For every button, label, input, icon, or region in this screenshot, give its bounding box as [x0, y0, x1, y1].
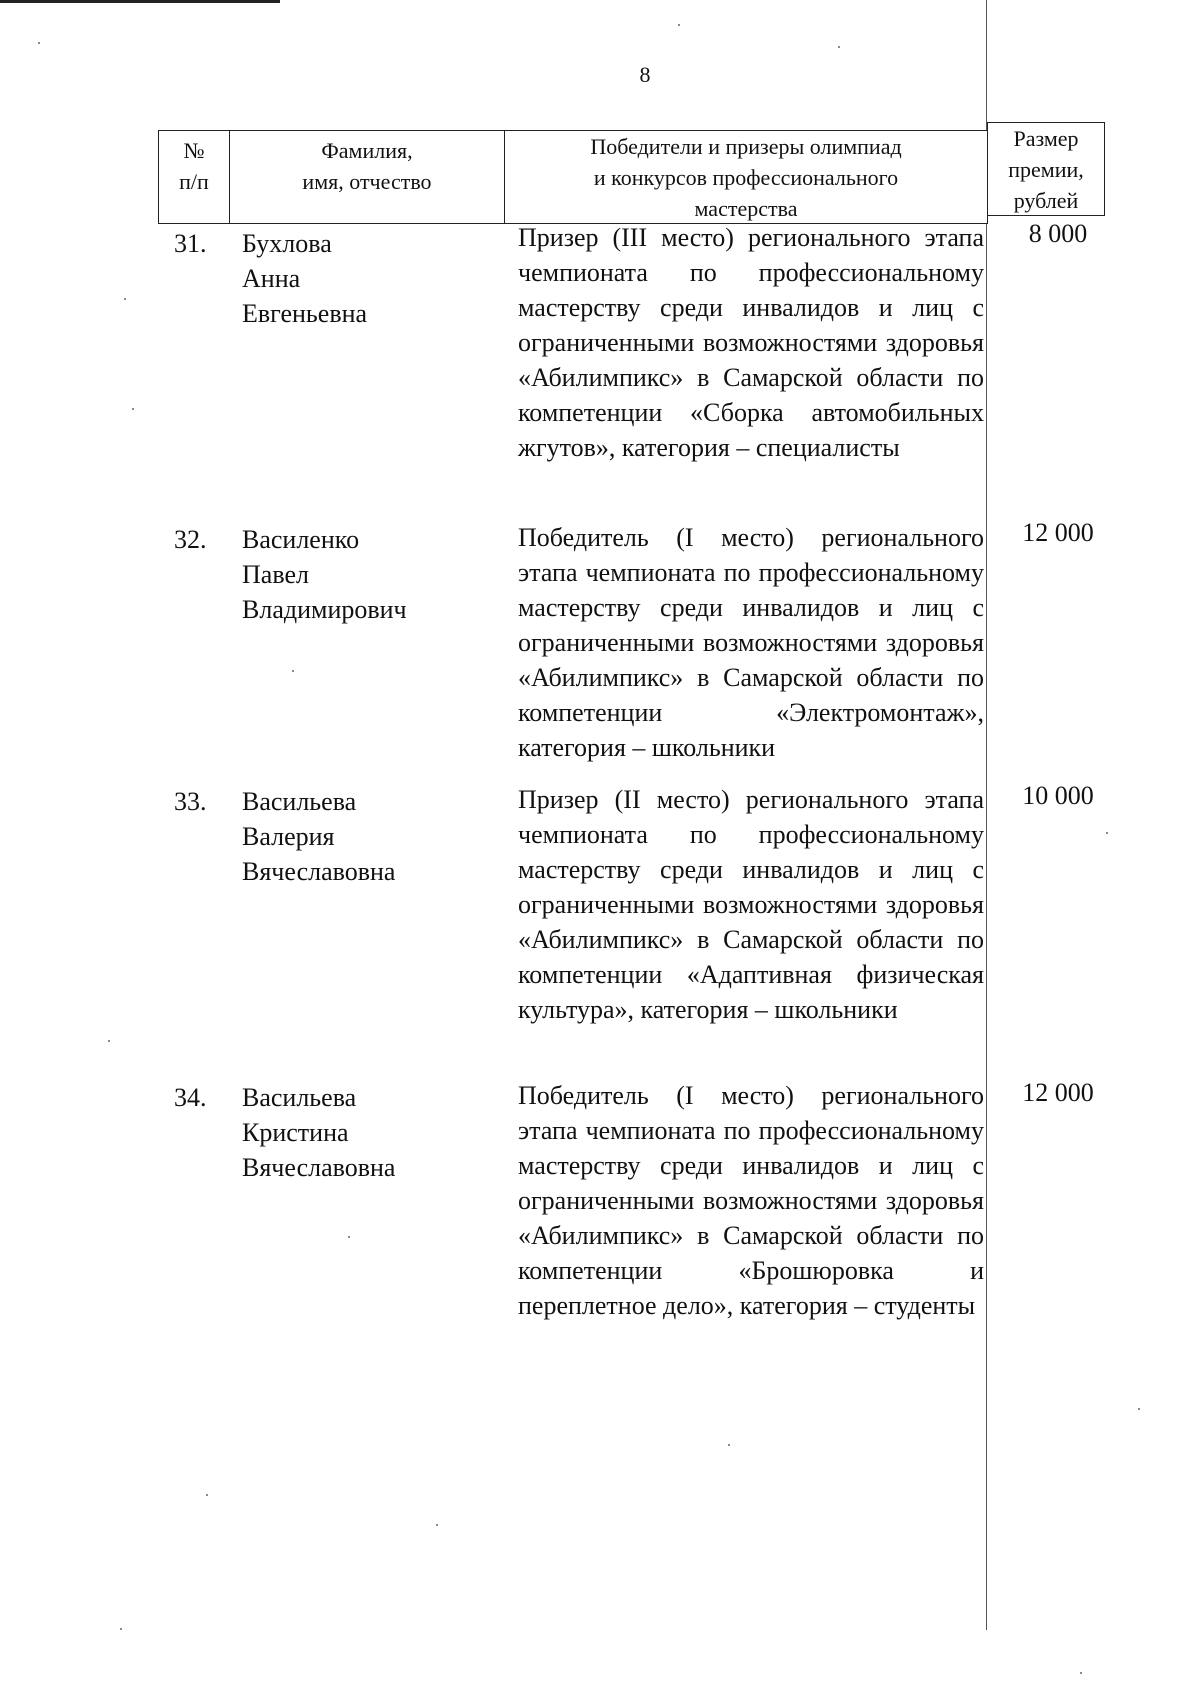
- scan-speck: [838, 46, 840, 48]
- scan-speck: [108, 1040, 110, 1042]
- scan-speck: [1106, 832, 1108, 834]
- row-31-name: [242, 226, 502, 331]
- scan-speck: [728, 1444, 730, 1446]
- row-34-number: 34.: [174, 1083, 207, 1112]
- scan-speck: [206, 1494, 208, 1496]
- header-winners-line-3: мастерства: [694, 196, 798, 221]
- header-amount-line-1: Размер: [1013, 126, 1079, 151]
- page-number: 8: [639, 62, 651, 87]
- row-32-surname: Василенко: [242, 525, 360, 554]
- header-amount-cell: [987, 122, 1105, 216]
- scan-speck: [120, 1628, 122, 1630]
- row-31-patronymic: Евгеньевна: [242, 299, 368, 328]
- scan-speck: [124, 298, 126, 300]
- row-33-description: Призер (II место) регионального этапа чемпионата по профессиональному мастерству среди инвалидов и лиц с ограниченными возможностями здоровья «Абилимпикс» в Самарской области по компетенции «Адаптивная физическая культура», категория – школьники: [518, 785, 984, 1024]
- row-34-first-name: Кристина: [242, 1118, 349, 1147]
- header-num-line-1: №: [183, 138, 205, 163]
- row-33-name: [242, 784, 502, 889]
- header-name-line-2: имя, отчество: [302, 169, 432, 194]
- row-33-number: 33.: [174, 787, 207, 816]
- header-winners-line-1: Победители и призеры олимпиад: [590, 134, 902, 159]
- header-amount-line-2: премии,: [1008, 157, 1084, 182]
- row-33-amount: 10 000: [1022, 781, 1094, 810]
- scan-speck: [678, 24, 680, 26]
- row-31-first-name: Анна: [242, 264, 301, 293]
- row-34-description: Победитель (I место) регионального этапа чемпионата по профессиональному мастерству среди инвалидов и лиц с ограниченными возможностями здоровья «Абилимпикс» в Самарской области по компетенции «Брошюровка и переплетное дело», категория – студенты: [518, 1081, 984, 1320]
- scan-speck: [348, 1236, 350, 1238]
- scan-speck: [436, 1524, 438, 1526]
- row-34-patronymic: Вячеславовна: [242, 1153, 396, 1182]
- row-31-number: 31.: [174, 229, 207, 258]
- header-num-line-2: п/п: [179, 169, 209, 194]
- row-31-surname: Бухлова: [242, 229, 332, 258]
- row-32-patronymic: Владимирович: [242, 595, 407, 624]
- row-33-first-name: Валерия: [242, 822, 335, 851]
- scan-speck: [292, 670, 294, 672]
- scan-speck: [132, 408, 134, 410]
- scan-speck: [1080, 1672, 1082, 1674]
- row-34-amount: 12 000: [1022, 1078, 1094, 1107]
- row-31-description: Призер (III место) регионального этапа чемпионата по профессиональному мастерству среди инвалидов и лиц с ограниченными возможностями здоровья «Абилимпикс» в Самарской области по компетенции «Сборка автомобильных жгутов», категория – специалисты: [518, 223, 984, 462]
- header-winners-line-2: и конкурсов профессионального: [593, 165, 899, 190]
- header-num-cell: [158, 130, 230, 224]
- header-amount-line-3: рублей: [1013, 188, 1079, 213]
- header-name-cell: [229, 130, 505, 224]
- row-31-amount: 8 000: [1028, 219, 1088, 248]
- row-33-patronymic: Вячеславовна: [242, 857, 396, 886]
- row-32-name: [242, 522, 502, 627]
- header-winners-cell: [504, 130, 988, 224]
- row-32-number: 32.: [174, 525, 207, 554]
- row-34-name: [242, 1080, 502, 1185]
- row-34-surname: Васильева: [242, 1083, 357, 1112]
- row-32-amount: 12 000: [1022, 518, 1094, 547]
- header-name-line-1: Фамилия,: [321, 138, 413, 163]
- right-margin-rule: [986, 0, 987, 1630]
- top-edge-rule: [0, 0, 280, 3]
- row-33-surname: Васильева: [242, 787, 357, 816]
- row-32-description: Победитель (I место) регионального этапа чемпионата по профессиональному мастерству среди инвалидов и лиц с ограниченными возможностями здоровья «Абилимпикс» в Самарской области по компетенции «Электромонтаж», категория – школьники: [518, 523, 984, 762]
- scan-speck: [1138, 1408, 1140, 1410]
- row-32-first-name: Павел: [242, 560, 309, 589]
- scan-speck: [38, 42, 40, 44]
